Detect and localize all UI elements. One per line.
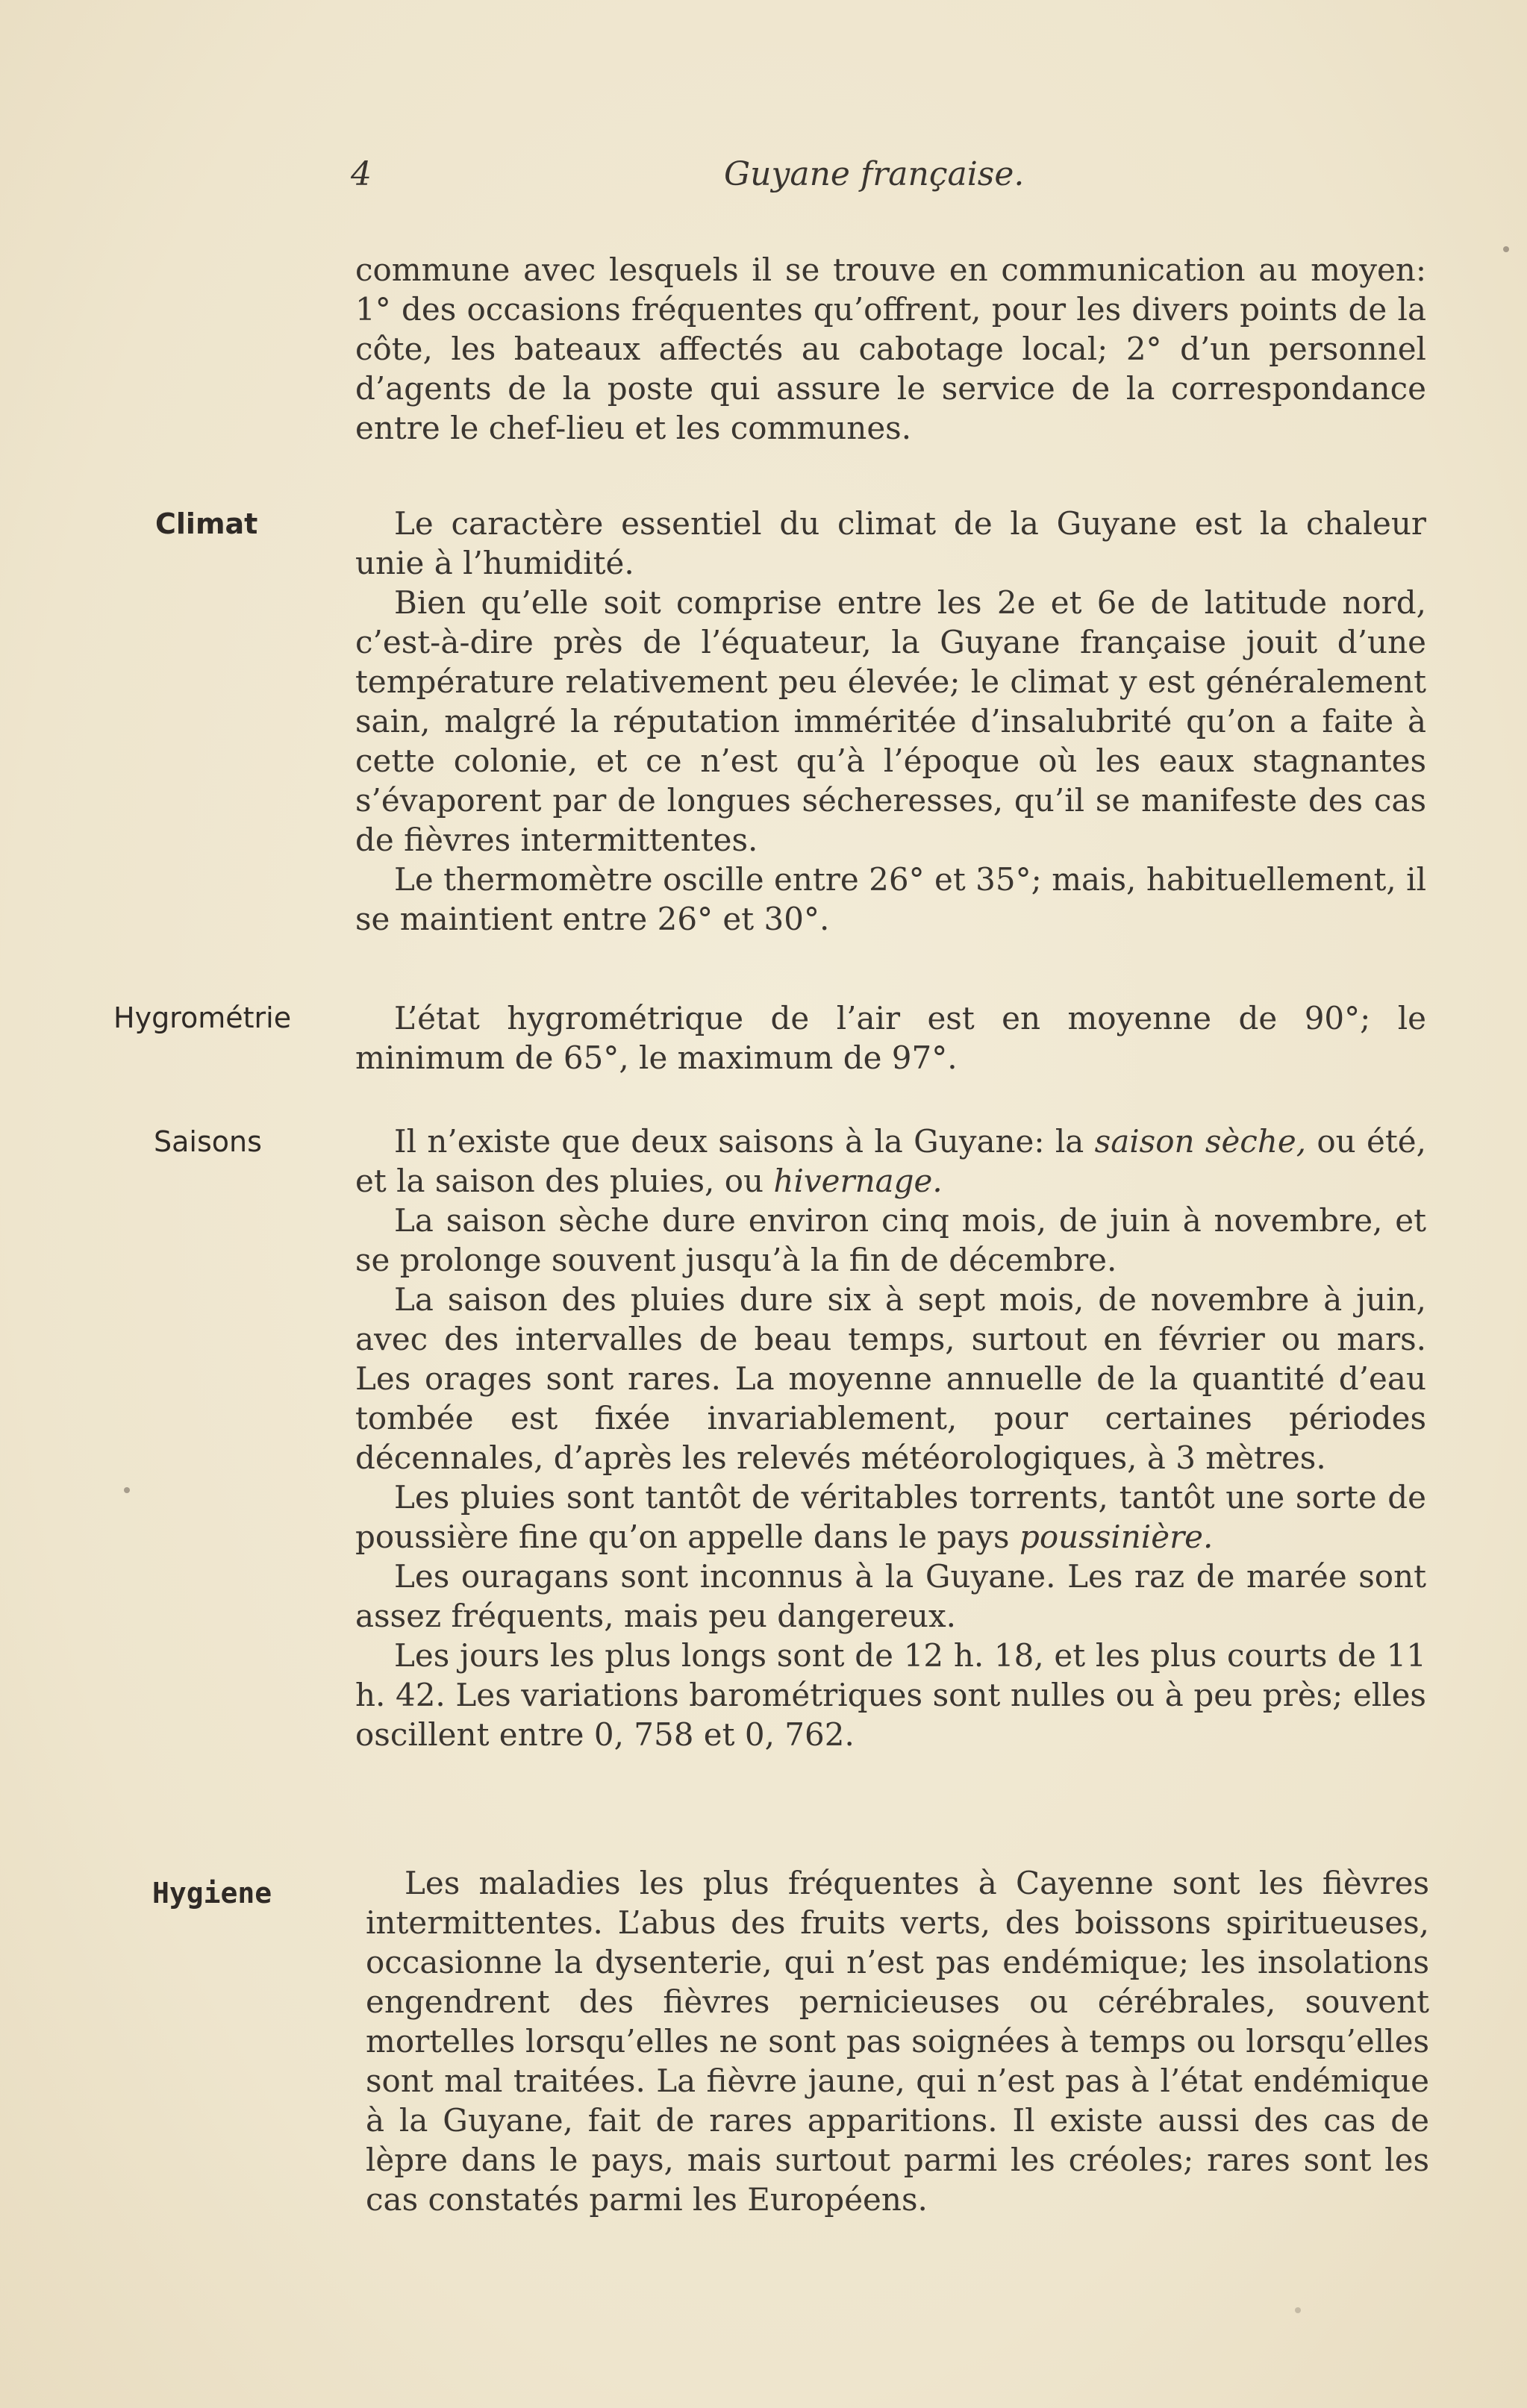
saisons-p1-text-b: ou été, et la saison des pluies, ou — [355, 1123, 1426, 1199]
page-number: 4 — [351, 155, 372, 193]
margin-note-saisons: Saisons — [154, 1125, 262, 1158]
climat-paragraph-2: Bien qu’elle soit comprise entre les 2e et 6e de latitude nord, c’est-à-dire près de l’équateur, la Guyane française jouit d’une température relativement peu élevée; le climat y est généralement sain, malgré la réputation imméritée d’insalubrité qu’on a faite à cette colonie, et ce n’est qu’à l’époque où les eaux stagnantes s’évaporent par de longues sécheresses, qu’il se manifeste des cas de fièvres intermittentes. — [355, 584, 1426, 858]
saisons-paragraph-1 — [355, 1122, 1426, 1201]
paper-speck — [1503, 246, 1509, 252]
saisons-paragraph-4 — [355, 1477, 1426, 1557]
running-title: Guyane française. — [724, 155, 1025, 193]
page-header — [351, 155, 1067, 200]
saisons-paragraph-2: La saison sèche dure environ cinq mois, de juin à novembre, et se prolonge souvent jusqu’à la fin de décembre. — [355, 1202, 1426, 1278]
margin-note-climat: Climat — [155, 507, 258, 540]
intro-paragraph: commune avec lesquels il se trouve en communication au moyen: 1° des occasions fréquentes qu’offrent, pour les divers points de la côte, les bateaux affectés au cabotage local; 2° d’un personnel d’agents de la poste qui assure le service de la correspondance entre le chef-lieu et les communes. — [355, 251, 1426, 446]
saisons-section — [355, 1122, 1426, 1754]
saisons-paragraph-5: Les ouragans sont inconnus à la Guyane. Les raz de marée sont assez fréquents, mais peu dangereux. — [355, 1558, 1426, 1634]
hygrometrie-section — [355, 998, 1426, 1078]
saisons-paragraph-3: La saison des pluies dure six à sept mois, de novembre à juin, avec des intervalles de beau temps, surtout en février ou mars. Les orages sont rares. La moyenne annuelle de la quantité d’eau tombée est fixée invariablement, pour certaines périodes décennales, d’après les relevés météorologiques, à 3 mètres. — [355, 1281, 1426, 1476]
intro-section — [355, 250, 1426, 448]
margin-note-hygiene: Hygiene — [152, 1877, 272, 1910]
hygiene-section — [366, 1863, 1429, 2219]
saisons-p4-text: Les pluies sont tantôt de véritables torrents, tantôt une sorte de poussière fine qu’on appelle dans le pays — [355, 1479, 1426, 1555]
hygiene-paragraph: Les maladies les plus fréquentes à Cayenne sont les fièvres intermittentes. L’abus des fruits verts, des boissons spiritueuses, occasionne la dysenterie, qui n’est pas endémique; les insolations engendrent des fièvres pernicieuses ou cérébrales, souvent mortelles lorsqu’elles ne sont pas soignées à temps ou lorsqu’elles sont mal traitées. La fièvre jaune, qui n’est pas à l’état endémique à la Guyane, fait de rares apparitions. Il existe aussi des cas de lèpre dans le pays, mais surtout parmi les créoles; rares sont les cas constatés parmi les Européens. — [366, 1865, 1429, 2218]
margin-note-hygrometrie: Hygrométrie — [113, 1001, 292, 1034]
paper-speck — [1295, 2307, 1301, 2313]
saisons-p1-text-a: Il n’existe que deux saisons à la Guyane: la — [394, 1123, 1095, 1160]
saisons-paragraph-6: Les jours les plus longs sont de 12 h. 18, et les plus courts de 11 h. 42. Les variations barométriques sont nulles ou à peu près; elles oscillent entre 0, 758 et 0, 762. — [355, 1637, 1426, 1753]
climat-paragraph-3: Le thermomètre oscille entre 26° et 35°; mais, habituellement, il se maintient entre 26° et 30°. — [355, 861, 1426, 937]
climat-section — [355, 504, 1426, 939]
saisons-p1-emphasis-hivernage: hivernage. — [773, 1163, 943, 1199]
climat-paragraph-1: Le caractère essentiel du climat de la Guyane est la chaleur unie à l’humidité. — [355, 505, 1426, 581]
saisons-p1-emphasis-saison-seche: saison sèche, — [1094, 1123, 1307, 1160]
paper-speck — [124, 1487, 130, 1493]
hygrometrie-paragraph: L’état hygrométrique de l’air est en moyenne de 90°; le minimum de 65°, le maximum de 97°. — [355, 1000, 1426, 1076]
saisons-p4-emphasis-poussiniere: poussinière. — [1019, 1519, 1214, 1555]
